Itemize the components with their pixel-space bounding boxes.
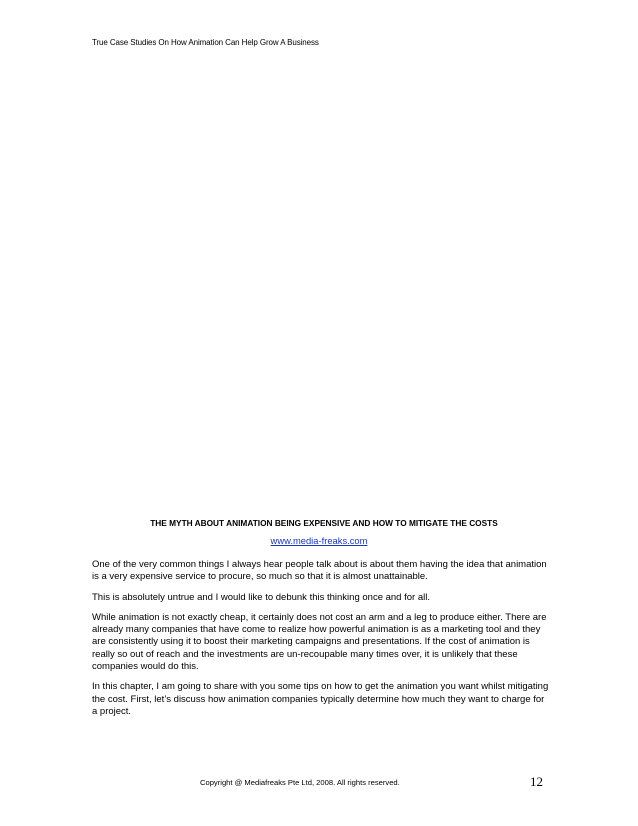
body-text <box>92 559 552 726</box>
footer-copyright: Copyright @ Mediafreaks Pte Ltd, 2008. All rights reserved. <box>200 778 400 787</box>
running-header: True Case Studies On How Animation Can Help Grow A Business <box>92 38 319 47</box>
chapter-title: THE MYTH ABOUT ANIMATION BEING EXPENSIVE AND HOW TO MITIGATE THE COSTS <box>150 518 498 528</box>
website-link[interactable]: www.media-freaks.com <box>270 535 368 546</box>
page-number: 12 <box>530 774 543 789</box>
paragraph-4: In this chapter, I am going to share with you some tips on how to get the animation you want whilst mitigating the cost. First, let’s discuss how animation companies typically determine how much they want to charge for a project. <box>92 681 549 717</box>
paragraph-3: While animation is not exactly cheap, it certainly does not cost an arm and a leg to produce either. There are already many companies that have come to realize how powerful animation is as a marketing tool and they are consistently using it to boost their marketing campaigns and presentations. If the cost of animation is really so out of reach and the investments are un-recoupable many times over, it is unlikely that these companies would do this. <box>92 611 547 673</box>
paragraph-1: One of the very common things I always hear people talk about is about them having the idea that animation is a very expensive service to procure, so much so that it is almost unattainable. <box>92 559 547 583</box>
paragraph-2: This is absolutely untrue and I would like to debunk this thinking once and for all. <box>92 591 430 603</box>
